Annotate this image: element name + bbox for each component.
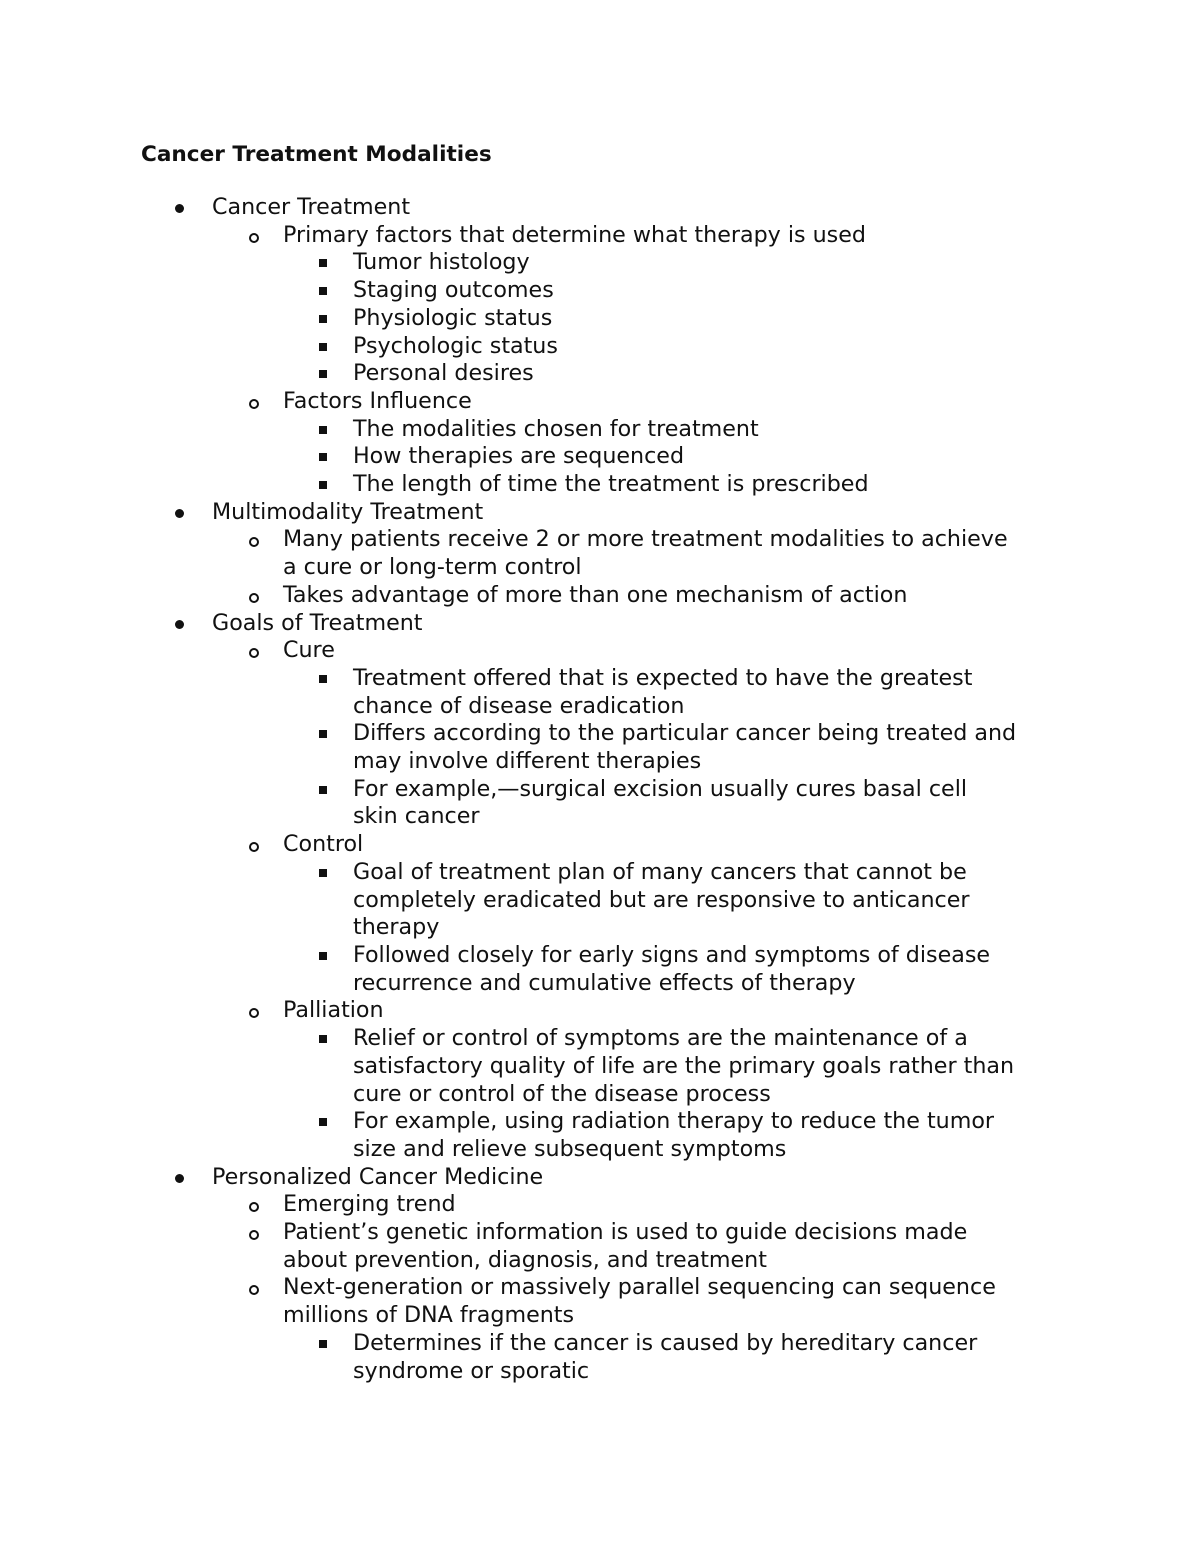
list-item-text-line: Psychologic status bbox=[353, 332, 558, 359]
list-item-text-line: Next-generation or massively parallel sequencing can sequence bbox=[283, 1274, 996, 1301]
list-item-text-line: Factors Influence bbox=[283, 387, 472, 414]
list-item-level-3 bbox=[0, 1108, 1200, 1163]
list-item-text-line: Personalized Cancer Medicine bbox=[212, 1163, 544, 1190]
list-item-level-2 bbox=[0, 388, 1200, 416]
list-item-text-line: completely eradicated but are responsive to anticancer bbox=[353, 886, 970, 913]
list-item-text-line: a cure or long-term control bbox=[283, 554, 582, 581]
list-item-level-2 bbox=[0, 637, 1200, 665]
list-item-text-line: Takes advantage of more than one mechanism of action bbox=[283, 581, 908, 608]
list-item-level-2 bbox=[0, 1274, 1200, 1329]
list-item-text-line: Physiologic status bbox=[353, 304, 553, 331]
list-item-level-3 bbox=[0, 942, 1200, 997]
list-item-level-3 bbox=[0, 416, 1200, 444]
list-item-text-line: Control bbox=[283, 831, 364, 858]
list-item-level-3 bbox=[0, 277, 1200, 305]
list-item-text-line: chance of disease eradication bbox=[353, 692, 685, 719]
list-item-text-line: size and relieve subsequent symptoms bbox=[353, 1135, 787, 1162]
list-item-text-line: millions of DNA fragments bbox=[283, 1302, 575, 1329]
list-item-text-line: Determines if the cancer is caused by hereditary cancer bbox=[353, 1329, 978, 1356]
list-item-text-line: How therapies are sequenced bbox=[353, 443, 685, 470]
list-item-text-line: Primary factors that determine what therapy is used bbox=[283, 221, 866, 248]
list-item-level-3 bbox=[0, 305, 1200, 333]
list-item-level-2 bbox=[0, 831, 1200, 859]
list-item-level-2 bbox=[0, 1191, 1200, 1219]
list-item-text-line: Emerging trend bbox=[283, 1191, 456, 1218]
document-title: Cancer Treatment Modalities bbox=[141, 142, 492, 167]
list-item-text-line: therapy bbox=[353, 914, 440, 941]
list-item-text-line: satisfactory quality of life are the primary goals rather than bbox=[353, 1052, 1015, 1079]
outline-list bbox=[0, 194, 1200, 1385]
list-item-level-3 bbox=[0, 249, 1200, 277]
list-item-level-1 bbox=[0, 610, 1200, 638]
list-item-text-line: The length of time the treatment is prescribed bbox=[353, 471, 869, 498]
list-item-level-2 bbox=[0, 222, 1200, 250]
list-item-text-line: Differs according to the particular cancer being treated and bbox=[353, 720, 1017, 747]
list-item-level-3 bbox=[0, 443, 1200, 471]
list-item-level-3 bbox=[0, 471, 1200, 499]
list-item-level-1 bbox=[0, 194, 1200, 222]
list-item-text-line: Goal of treatment plan of many cancers that cannot be bbox=[353, 858, 967, 885]
list-item-text-line: recurrence and cumulative effects of therapy bbox=[353, 969, 856, 996]
list-item-level-3 bbox=[0, 1330, 1200, 1385]
list-item-text-line: syndrome or sporatic bbox=[353, 1357, 590, 1384]
list-item-text-line: Treatment offered that is expected to have the greatest bbox=[353, 664, 973, 691]
list-item-text-line: For example,—surgical excision usually cures basal cell bbox=[353, 775, 968, 802]
list-item-level-2 bbox=[0, 582, 1200, 610]
list-item-level-1 bbox=[0, 499, 1200, 527]
list-item-text-line: Palliation bbox=[283, 997, 384, 1024]
list-item-text-line: For example, using radiation therapy to reduce the tumor bbox=[353, 1108, 995, 1135]
list-item-text-line: Goals of Treatment bbox=[212, 609, 423, 636]
list-item-text-line: Cancer Treatment bbox=[212, 194, 411, 220]
list-item-text-line: Multimodality Treatment bbox=[212, 498, 484, 525]
list-item-level-3 bbox=[0, 665, 1200, 720]
list-item-text-line: Cure bbox=[283, 637, 335, 664]
list-item-level-2 bbox=[0, 997, 1200, 1025]
list-item-text-line: may involve different therapies bbox=[353, 748, 702, 775]
list-item-text-line: skin cancer bbox=[353, 803, 480, 830]
list-item-text-line: Tumor histology bbox=[353, 249, 530, 276]
list-item-level-3 bbox=[0, 720, 1200, 775]
list-item-level-3 bbox=[0, 360, 1200, 388]
list-item-text-line: Personal desires bbox=[353, 360, 534, 387]
list-item-text-line: about prevention, diagnosis, and treatment bbox=[283, 1246, 767, 1273]
list-item-level-3 bbox=[0, 859, 1200, 942]
list-item-text-line: The modalities chosen for treatment bbox=[353, 415, 759, 442]
list-item-text-line: cure or control of the disease process bbox=[353, 1080, 771, 1107]
list-item-text-line: Followed closely for early signs and symptoms of disease bbox=[353, 941, 991, 968]
list-item-level-3 bbox=[0, 333, 1200, 361]
list-item-level-2 bbox=[0, 1219, 1200, 1274]
list-item-text-line: Patient’s genetic information is used to guide decisions made bbox=[283, 1219, 968, 1246]
list-item-level-3 bbox=[0, 1025, 1200, 1108]
list-item-level-1 bbox=[0, 1164, 1200, 1192]
list-item-level-2 bbox=[0, 526, 1200, 581]
list-item-level-3 bbox=[0, 776, 1200, 831]
list-item-text-line: Staging outcomes bbox=[353, 277, 554, 304]
list-item-text-line: Relief or control of symptoms are the maintenance of a bbox=[353, 1025, 968, 1052]
list-item-text-line: Many patients receive 2 or more treatment modalities to achieve bbox=[283, 526, 1008, 553]
